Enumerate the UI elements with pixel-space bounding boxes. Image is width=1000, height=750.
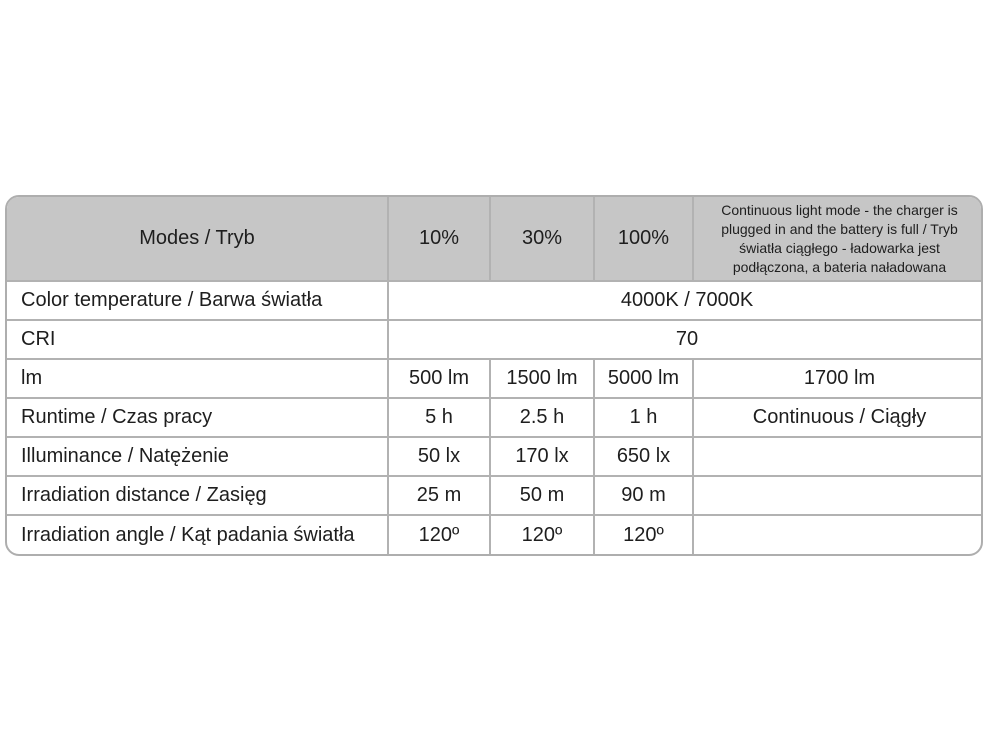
row-label: Irradiation distance / Zasięg — [7, 476, 388, 515]
cell-value: 5 h — [388, 398, 490, 437]
row-label: lm — [7, 359, 388, 398]
cell-value: 1700 lm — [693, 359, 983, 398]
cell-value: 1 h — [594, 398, 693, 437]
table-row-irradiation-distance — [7, 476, 983, 515]
row-label: Illuminance / Natężenie — [7, 437, 388, 476]
cell-value: 90 m — [594, 476, 693, 515]
cell-value: 2.5 h — [490, 398, 594, 437]
header-continuous-note: Continuous light mode - the charger is plugged in and the battery is full / Tryb światła ciągłego - ładowarka jest podłączona, a bateria naładowana — [693, 197, 983, 281]
cell-value: Continuous / Ciągły — [693, 398, 983, 437]
cell-value: 120º — [490, 515, 594, 554]
cell-value: 5000 lm — [594, 359, 693, 398]
table-row-irradiation-angle — [7, 515, 983, 554]
table-row-illuminance — [7, 437, 983, 476]
row-merged-value: 70 — [388, 320, 983, 359]
row-label: CRI — [7, 320, 388, 359]
table-row-color-temperature — [7, 281, 983, 320]
header-mode-30: 30% — [490, 197, 594, 281]
header-modes-label: Modes / Tryb — [7, 197, 388, 281]
table-row-lumens — [7, 359, 983, 398]
cell-value: 50 lx — [388, 437, 490, 476]
cell-value: 500 lm — [388, 359, 490, 398]
cell-value — [693, 437, 983, 476]
table-row-cri — [7, 320, 983, 359]
row-label: Runtime / Czas pracy — [7, 398, 388, 437]
row-label: Irradiation angle / Kąt padania światła — [7, 515, 388, 554]
cell-value: 120º — [388, 515, 490, 554]
cell-value — [693, 515, 983, 554]
row-merged-value: 4000K / 7000K — [388, 281, 983, 320]
specifications-table — [7, 197, 983, 554]
cell-value — [693, 476, 983, 515]
cell-value: 170 lx — [490, 437, 594, 476]
table-header-row — [7, 197, 983, 281]
header-mode-100: 100% — [594, 197, 693, 281]
cell-value: 1500 lm — [490, 359, 594, 398]
cell-value: 120º — [594, 515, 693, 554]
cell-value: 25 m — [388, 476, 490, 515]
row-label: Color temperature / Barwa światła — [7, 281, 388, 320]
cell-value: 650 lx — [594, 437, 693, 476]
spec-table — [5, 195, 983, 556]
table-row-runtime — [7, 398, 983, 437]
cell-value: 50 m — [490, 476, 594, 515]
header-mode-10: 10% — [388, 197, 490, 281]
